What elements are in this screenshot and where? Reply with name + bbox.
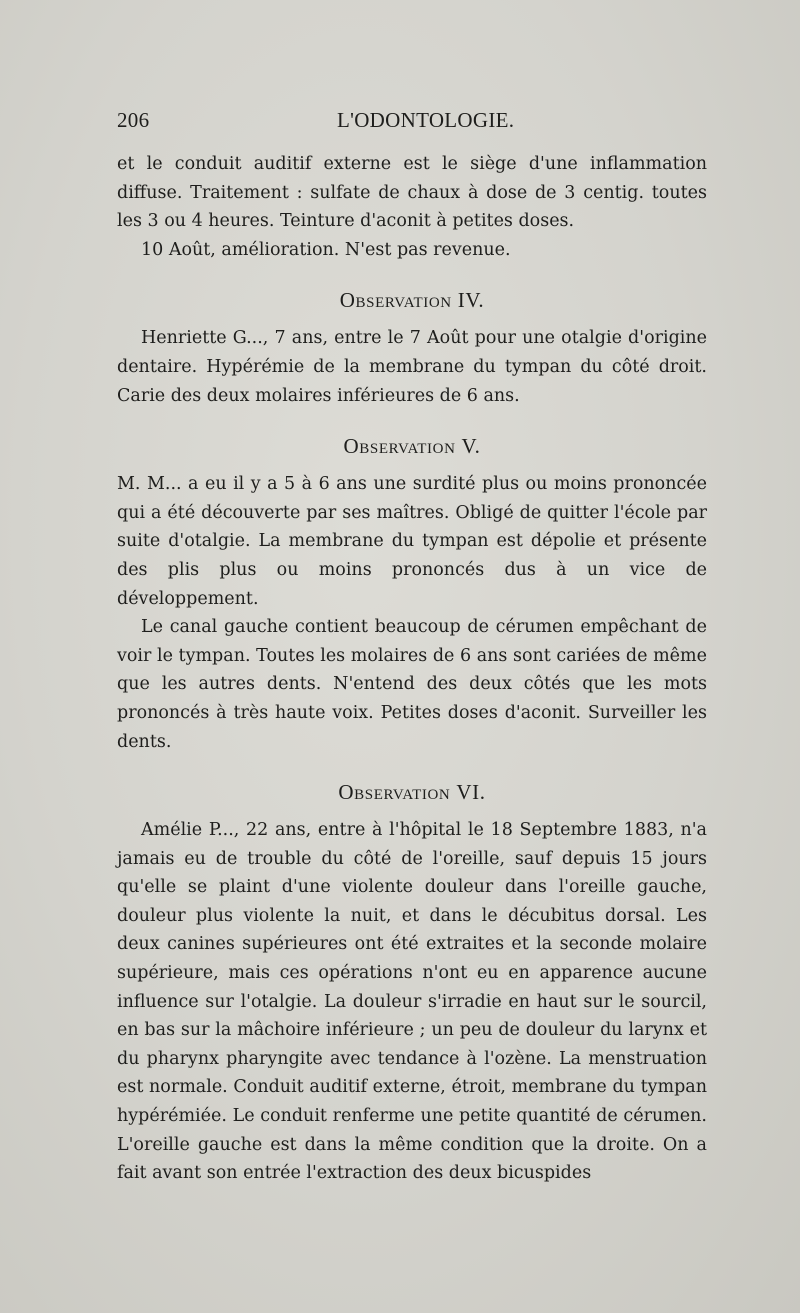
page-number: 206 <box>117 108 150 132</box>
observation-number: V. <box>461 434 481 459</box>
paragraph-observation-iv: Henriette G..., 7 ans, entre le 7 Août pour une otalgie d'origine dentaire. Hypérémie de la membrane du tympan du côté droit. Carie des deux molaires inférieures de 6 ans. <box>117 328 707 406</box>
observation-heading-vi <box>117 778 707 806</box>
paragraph-observation-v-1: M. M... a eu il y a 5 à 6 ans une surdité plus ou moins prononcée qui a été découverte par ses maîtres. Obligé de quitter l'école par suite d'otalgie. La membrane du tympan est dépolie et présente des plis plus ou moins prononcés dus à un vice de développement. <box>117 474 707 609</box>
observation-label: Observation <box>338 780 451 805</box>
paragraph-continuation: et le conduit auditif externe est le siège d'une inflammation diffuse. Traitement : sulfate de chaux à dose de 3 centig. toutes les 3 ou 4 heures. Teinture d'aconit à petites doses. <box>117 154 707 232</box>
observation-number: VI. <box>456 780 486 805</box>
paragraph-observation-v-2: Le canal gauche contient beaucoup de cérumen empêchant de voir le tympan. Toutes les molaires de 6 ans sont cariées de même que les autres dents. N'entend des deux côtés que les mots prononcés à très haute voix. Petites doses d'aconit. Surveiller les dents. <box>117 617 707 752</box>
observation-number: IV. <box>457 288 485 313</box>
observation-label: Observation <box>339 288 452 313</box>
paragraph-observation-vi: Amélie P..., 22 ans, entre à l'hôpital le 18 Septembre 1883, n'a jamais eu de trouble du côté de l'oreille, sauf depuis 15 jours qu'elle se plaint d'une violente douleur dans l'oreille gauche, douleur plus violente la nuit, et dans le décubitus dorsal. Les deux canines supérieures ont été extraites et la seconde molaire supérieure, mais ces opérations n'ont eu en apparence aucune influence sur l'otalgie. La douleur s'irradie en haut sur le sourcil, en bas sur la mâchoire inférieure ; un peu de douleur du larynx et du pharynx pharyngite avec tendance à l'ozène. La menstruation est normale. Conduit auditif externe, étroit, membrane du tympan hypérémiée. Le conduit renferme une petite quantité de cérumen. L'oreille gauche est dans la même condition que la droite. On a fait avant son entrée l'extraction des deux bicuspides <box>117 820 707 1184</box>
observation-label: Observation <box>343 434 456 459</box>
page-header <box>117 108 703 138</box>
page-body <box>117 150 707 1188</box>
paragraph-date-note: 10 Août, amélioration. N'est pas revenue. <box>141 239 511 260</box>
observation-heading-iv <box>117 286 707 314</box>
running-title: L'ODONTOLOGIE. <box>337 108 515 132</box>
observation-heading-v <box>117 432 707 460</box>
